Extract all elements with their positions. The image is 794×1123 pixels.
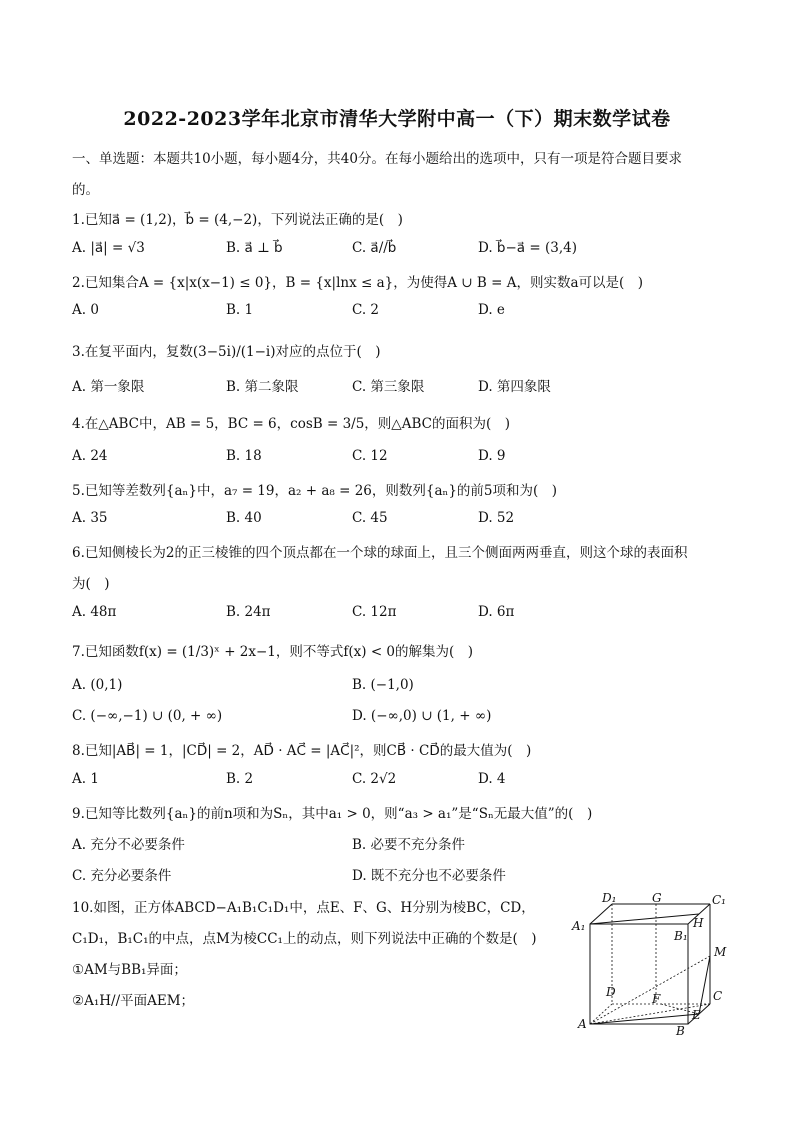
question-4-stem: 4.在△ABC中，AB = 5，BC = 6，cosB = 3/5，则△ABC的面积为( )	[72, 416, 510, 432]
question-10-stem-cont: C₁D₁，B₁C₁的中点，点M为棱CC₁上的动点，则下列说法中正确的个数是( )	[72, 931, 537, 947]
q5-option-a: A. 35	[72, 510, 108, 526]
q1-option-c: C. a⃗//b⃗	[352, 240, 397, 256]
q9-option-c: C. 充分必要条件	[72, 868, 172, 884]
label-M: M	[714, 945, 727, 959]
q8-option-d: D. 4	[478, 771, 506, 787]
line-AE	[590, 1014, 699, 1024]
cube-figure	[568, 892, 728, 1042]
q6-option-a: A. 48π	[72, 604, 117, 620]
q3-option-d: D. 第四象限	[478, 379, 551, 395]
q4-option-d: D. 9	[478, 448, 506, 464]
q2-option-c: C. 2	[352, 302, 380, 318]
question-5-stem: 5.已知等差数列{aₙ}中，a₇ = 19，a₂ + a₈ = 26，则数列{aₙ}的前5项和为( )	[72, 483, 558, 499]
q5-option-d: D. 52	[478, 510, 515, 526]
q9-option-d: D. 既不充分也不必要条件	[352, 868, 506, 884]
label-D1: D₁	[602, 892, 617, 905]
question-10-stem: 10.如图，正方体ABCD−A₁B₁C₁D₁中，点E、F、G、H分别为棱BC，CD，	[72, 900, 535, 916]
q3-option-c: C. 第三象限	[352, 379, 425, 395]
question-6-stem: 6.已知侧棱长为2的正三棱锥的四个顶点都在一个球的球面上，且三个侧面两两垂直，则这个球的表面积	[72, 545, 688, 561]
q7-option-c: C. (−∞,−1) ∪ (0, + ∞)	[72, 708, 223, 724]
label-F: F	[652, 992, 661, 1006]
label-B: B	[676, 1024, 685, 1038]
exam-title: 2022-2023学年北京市清华大学附中高一（下）期末数学试卷	[123, 108, 671, 130]
q6-option-d: D. 6π	[478, 604, 515, 620]
label-E: E	[692, 1008, 701, 1022]
question-7-stem: 7.已知函数f(x) = (1/3)ˣ + 2x−1，则不等式f(x) < 0的解集为( )	[72, 644, 474, 660]
label-C: C	[713, 989, 723, 1003]
q1-option-d: D. b⃗−a⃗ = (3,4)	[478, 240, 577, 256]
q10-statement-2: ②A₁H//平面AEM；	[72, 993, 195, 1009]
section-header-cont: 的。	[72, 182, 99, 198]
q7-option-b: B. (−1,0)	[352, 677, 414, 693]
q3-option-b: B. 第二象限	[226, 379, 299, 395]
q6-option-c: C. 12π	[352, 604, 397, 620]
q3-option-a: A. 第一象限	[72, 379, 145, 395]
question-9-stem: 9.已知等比数列{aₙ}的前n项和为Sₙ，其中a₁ > 0，则“a₃ > a₁”是“Sₙ无最大值”的( )	[72, 806, 593, 822]
line-A1H	[590, 914, 699, 924]
label-D: D	[606, 985, 616, 999]
q4-option-a: A. 24	[72, 448, 108, 464]
q1-option-b: B. a⃗ ⊥ b⃗	[226, 240, 283, 256]
q10-statement-1: ①AM与BB₁异面；	[72, 962, 187, 978]
q8-option-b: B. 2	[226, 771, 254, 787]
q5-option-c: C. 45	[352, 510, 388, 526]
question-6-stem-cont: 为( )	[72, 576, 110, 592]
q6-option-b: B. 24π	[226, 604, 271, 620]
q4-option-b: B. 18	[226, 448, 262, 464]
section-header: 一、单选题：本题共10小题，每小题4分，共40分。在每小题给出的选项中，只有一项是符合题目要求	[72, 151, 682, 167]
q7-option-a: A. (0,1)	[72, 677, 123, 693]
q2-option-b: B. 1	[226, 302, 254, 318]
question-8-stem: 8.已知|AB⃗| = 1，|CD⃗| = 2，AD⃗ · AC⃗ = |AC⃗|²，则CB⃗ · CD⃗的最大值为( )	[72, 743, 532, 759]
q4-option-c: C. 12	[352, 448, 388, 464]
question-2-stem: 2.已知集合A = {x|x(x−1) ≤ 0}，B = {x|lnx ≤ a}，为使得A ∪ B = A，则实数a可以是( )	[72, 275, 644, 291]
label-B1: B₁	[674, 929, 688, 943]
question-1-stem: 1.已知a⃗ = (1,2)，b⃗ = (4,−2)，下列说法正确的是( )	[72, 212, 403, 228]
q1-option-a: A. |a⃗| = √3	[72, 240, 145, 256]
q8-option-c: C. 2√2	[352, 771, 397, 787]
label-G: G	[652, 892, 662, 905]
label-H: H	[693, 916, 704, 930]
edge-AD	[590, 1004, 612, 1024]
q7-option-d: D. (−∞,0) ∪ (1, + ∞)	[352, 708, 492, 724]
q9-option-b: B. 必要不充分条件	[352, 837, 466, 853]
q8-option-a: A. 1	[72, 771, 99, 787]
question-3-stem: 3.在复平面内，复数(3−5i)/(1−i)对应的点位于( )	[72, 344, 381, 360]
edge-A1D1	[590, 904, 612, 924]
label-A1: A₁	[572, 919, 586, 933]
q2-option-a: A. 0	[72, 302, 99, 318]
q9-option-a: A. 充分不必要条件	[72, 837, 185, 853]
label-C1: C₁	[712, 893, 726, 907]
q5-option-b: B. 40	[226, 510, 262, 526]
label-A: A	[578, 1017, 587, 1031]
q2-option-d: D. e	[478, 302, 505, 318]
